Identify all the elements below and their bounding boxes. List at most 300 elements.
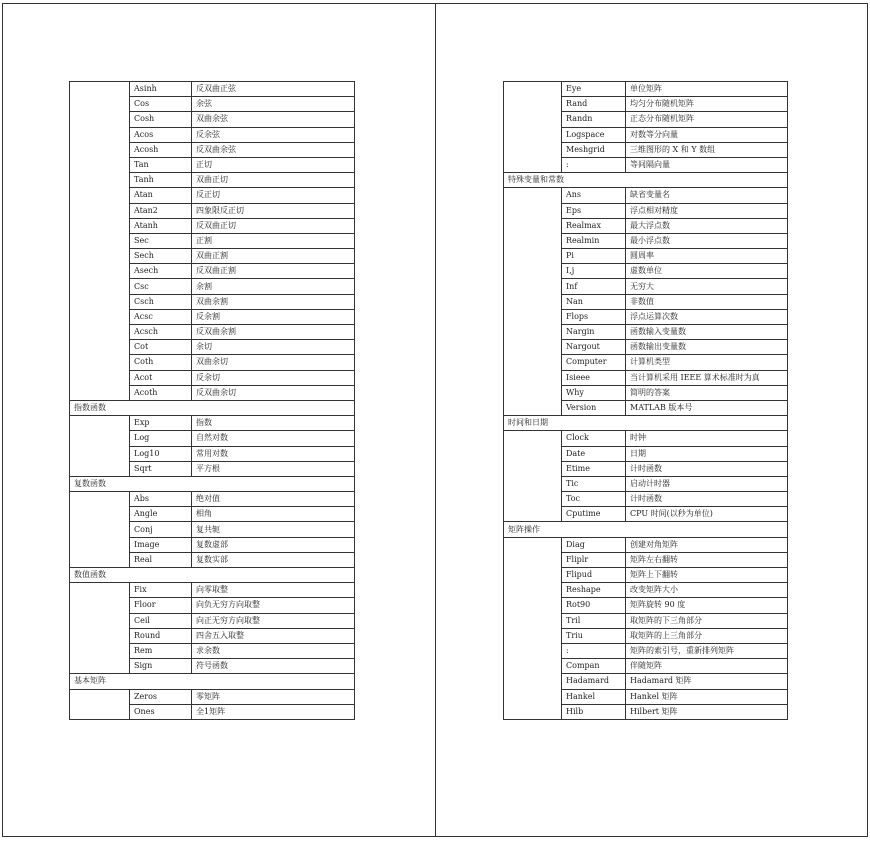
category-spacer bbox=[504, 264, 562, 279]
function-name: Rand bbox=[562, 97, 626, 112]
category-spacer bbox=[70, 492, 130, 507]
category-spacer bbox=[70, 689, 130, 704]
function-row bbox=[70, 249, 355, 264]
function-name: Realmax bbox=[562, 218, 626, 233]
category-spacer bbox=[70, 370, 130, 385]
function-description: 反余弦 bbox=[192, 127, 355, 142]
function-row bbox=[70, 689, 355, 704]
function-description: 矩阵左右翻转 bbox=[626, 552, 788, 567]
function-row bbox=[504, 628, 788, 643]
category-spacer bbox=[504, 507, 562, 522]
function-description: 反双曲正切 bbox=[192, 218, 355, 233]
function-description: 计时函数 bbox=[626, 461, 788, 476]
function-row bbox=[504, 431, 788, 446]
function-name: Acsch bbox=[130, 325, 192, 340]
function-row bbox=[70, 173, 355, 188]
function-name: Acsc bbox=[130, 309, 192, 324]
function-description: 向负无穷方向取整 bbox=[192, 598, 355, 613]
function-name: Flops bbox=[562, 309, 626, 324]
function-row bbox=[504, 127, 788, 142]
function-row bbox=[70, 355, 355, 370]
function-name: Asinh bbox=[130, 82, 192, 97]
category-spacer bbox=[504, 142, 562, 157]
function-name: Image bbox=[130, 537, 192, 552]
function-name: Cosh bbox=[130, 112, 192, 127]
function-row bbox=[504, 340, 788, 355]
function-description: 对数等分向量 bbox=[626, 127, 788, 142]
function-row bbox=[70, 628, 355, 643]
category-spacer bbox=[70, 416, 130, 431]
function-row bbox=[504, 97, 788, 112]
function-row bbox=[504, 689, 788, 704]
function-row bbox=[504, 370, 788, 385]
category-spacer bbox=[504, 127, 562, 142]
function-name: Exp bbox=[130, 416, 192, 431]
category-row bbox=[70, 476, 355, 491]
function-row bbox=[70, 157, 355, 172]
function-description: 双曲余弦 bbox=[192, 112, 355, 127]
function-name: Clock bbox=[562, 431, 626, 446]
category-spacer bbox=[70, 598, 130, 613]
function-name: Acos bbox=[130, 127, 192, 142]
function-row bbox=[504, 157, 788, 172]
category-spacer bbox=[70, 613, 130, 628]
function-row bbox=[504, 142, 788, 157]
category-spacer bbox=[70, 628, 130, 643]
category-label: 指数函数 bbox=[70, 400, 355, 415]
function-description: 圆周率 bbox=[626, 249, 788, 264]
category-spacer bbox=[70, 522, 130, 537]
category-spacer bbox=[70, 446, 130, 461]
function-row bbox=[504, 537, 788, 552]
function-description: 浮点相对精度 bbox=[626, 203, 788, 218]
function-name: Acot bbox=[130, 370, 192, 385]
function-description: 零矩阵 bbox=[192, 689, 355, 704]
function-name: Log10 bbox=[130, 446, 192, 461]
function-name: Randn bbox=[562, 112, 626, 127]
function-row bbox=[504, 400, 788, 415]
category-row bbox=[70, 568, 355, 583]
function-description: 非数值 bbox=[626, 294, 788, 309]
function-description: 双曲余割 bbox=[192, 294, 355, 309]
category-spacer bbox=[504, 82, 562, 97]
function-name: Angle bbox=[130, 507, 192, 522]
function-row bbox=[70, 643, 355, 658]
function-name: Cos bbox=[130, 97, 192, 112]
category-spacer bbox=[504, 598, 562, 613]
function-description: 双曲正割 bbox=[192, 249, 355, 264]
function-name: Sec bbox=[130, 233, 192, 248]
function-row bbox=[504, 643, 788, 658]
category-spacer bbox=[504, 233, 562, 248]
category-spacer bbox=[70, 552, 130, 567]
category-spacer bbox=[504, 446, 562, 461]
function-name: Triu bbox=[562, 628, 626, 643]
function-description: 反双曲余割 bbox=[192, 325, 355, 340]
function-description: 正割 bbox=[192, 233, 355, 248]
function-description: Hankel 矩阵 bbox=[626, 689, 788, 704]
function-description: 伴随矩阵 bbox=[626, 659, 788, 674]
function-name: Computer bbox=[562, 355, 626, 370]
category-spacer bbox=[504, 112, 562, 127]
left-page bbox=[2, 3, 436, 837]
function-row bbox=[70, 264, 355, 279]
function-description: 矩阵的索引号，重新排列矩阵 bbox=[626, 643, 788, 658]
function-description: 三维图形的 X 和 Y 数组 bbox=[626, 142, 788, 157]
category-spacer bbox=[70, 704, 130, 719]
function-description: 四舍五入取整 bbox=[192, 628, 355, 643]
function-row bbox=[70, 537, 355, 552]
category-spacer bbox=[504, 188, 562, 203]
function-row bbox=[504, 613, 788, 628]
category-spacer bbox=[70, 355, 130, 370]
function-name: Sqrt bbox=[130, 461, 192, 476]
category-spacer bbox=[504, 157, 562, 172]
function-name: Hilb bbox=[562, 704, 626, 719]
category-spacer bbox=[70, 583, 130, 598]
function-row bbox=[504, 674, 788, 689]
category-row bbox=[504, 416, 788, 431]
function-description: 绝对值 bbox=[192, 492, 355, 507]
function-name: Atanh bbox=[130, 218, 192, 233]
function-description: 反双曲余弦 bbox=[192, 142, 355, 157]
function-row bbox=[504, 568, 788, 583]
function-name: Reshape bbox=[562, 583, 626, 598]
category-spacer bbox=[504, 249, 562, 264]
function-name: Csc bbox=[130, 279, 192, 294]
function-name: Fix bbox=[130, 583, 192, 598]
category-spacer bbox=[504, 704, 562, 719]
function-description: 单位矩阵 bbox=[626, 82, 788, 97]
function-name: Log bbox=[130, 431, 192, 446]
category-spacer bbox=[504, 568, 562, 583]
category-spacer bbox=[70, 659, 130, 674]
function-name: Nargout bbox=[562, 340, 626, 355]
function-name: Tic bbox=[562, 476, 626, 491]
function-row bbox=[504, 507, 788, 522]
category-spacer bbox=[70, 142, 130, 157]
category-spacer bbox=[70, 218, 130, 233]
function-description: 当计算机采用 IEEE 算术标准时为真 bbox=[626, 370, 788, 385]
function-description: 余割 bbox=[192, 279, 355, 294]
function-description: 简明的答案 bbox=[626, 385, 788, 400]
category-spacer bbox=[504, 294, 562, 309]
function-name: Eye bbox=[562, 82, 626, 97]
function-row bbox=[70, 340, 355, 355]
function-name: Cputime bbox=[562, 507, 626, 522]
function-row bbox=[70, 659, 355, 674]
category-spacer bbox=[70, 188, 130, 203]
function-name: Coth bbox=[130, 355, 192, 370]
function-row bbox=[504, 112, 788, 127]
function-row bbox=[504, 309, 788, 324]
function-description: 取矩阵的下三角部分 bbox=[626, 613, 788, 628]
function-table-right bbox=[503, 81, 788, 720]
function-name: : bbox=[562, 157, 626, 172]
function-row bbox=[504, 218, 788, 233]
function-description: 函数输出变量数 bbox=[626, 340, 788, 355]
function-description: 四象限反正切 bbox=[192, 203, 355, 218]
function-description: 矩阵上下翻转 bbox=[626, 568, 788, 583]
function-row bbox=[70, 522, 355, 537]
function-description: 常用对数 bbox=[192, 446, 355, 461]
function-description: 反余割 bbox=[192, 309, 355, 324]
function-name: Pi bbox=[562, 249, 626, 264]
function-row bbox=[70, 112, 355, 127]
function-name: Hankel bbox=[562, 689, 626, 704]
category-spacer bbox=[70, 431, 130, 446]
category-spacer bbox=[504, 203, 562, 218]
function-description: 复数虚部 bbox=[192, 537, 355, 552]
function-row bbox=[504, 659, 788, 674]
function-row bbox=[504, 461, 788, 476]
category-spacer bbox=[70, 203, 130, 218]
function-row bbox=[70, 233, 355, 248]
function-name: Meshgrid bbox=[562, 142, 626, 157]
category-spacer bbox=[70, 537, 130, 552]
function-description: Hilbert 矩阵 bbox=[626, 704, 788, 719]
category-spacer bbox=[504, 492, 562, 507]
function-name: Inf bbox=[562, 279, 626, 294]
function-name: Acosh bbox=[130, 142, 192, 157]
category-spacer bbox=[70, 82, 130, 97]
category-spacer bbox=[504, 400, 562, 415]
category-spacer bbox=[70, 340, 130, 355]
category-spacer bbox=[70, 249, 130, 264]
category-label: 数值函数 bbox=[70, 568, 355, 583]
category-spacer bbox=[504, 552, 562, 567]
function-name: Ones bbox=[130, 704, 192, 719]
function-row bbox=[504, 355, 788, 370]
category-spacer bbox=[70, 279, 130, 294]
function-name: Rot90 bbox=[562, 598, 626, 613]
category-spacer bbox=[504, 325, 562, 340]
function-row bbox=[70, 309, 355, 324]
function-name: Atan2 bbox=[130, 203, 192, 218]
function-name: Hadamard bbox=[562, 674, 626, 689]
function-row bbox=[70, 294, 355, 309]
function-description: CPU 时间(以秒为单位) bbox=[626, 507, 788, 522]
function-description: 余切 bbox=[192, 340, 355, 355]
function-description: 改变矩阵大小 bbox=[626, 583, 788, 598]
category-spacer bbox=[70, 264, 130, 279]
function-name: Real bbox=[130, 552, 192, 567]
function-row bbox=[70, 370, 355, 385]
category-spacer bbox=[504, 431, 562, 446]
function-name: Toc bbox=[562, 492, 626, 507]
function-description: 最小浮点数 bbox=[626, 233, 788, 248]
function-name: Floor bbox=[130, 598, 192, 613]
category-spacer bbox=[504, 537, 562, 552]
function-row bbox=[70, 583, 355, 598]
category-spacer bbox=[70, 309, 130, 324]
function-row bbox=[504, 583, 788, 598]
function-name: Rem bbox=[130, 643, 192, 658]
function-name: Nan bbox=[562, 294, 626, 309]
function-row bbox=[504, 446, 788, 461]
function-name: Logspace bbox=[562, 127, 626, 142]
function-name: Etime bbox=[562, 461, 626, 476]
category-spacer bbox=[70, 294, 130, 309]
category-spacer bbox=[70, 127, 130, 142]
function-description: 指数 bbox=[192, 416, 355, 431]
category-spacer bbox=[504, 461, 562, 476]
function-row bbox=[504, 279, 788, 294]
function-name: Csch bbox=[130, 294, 192, 309]
category-label: 矩阵操作 bbox=[504, 522, 788, 537]
function-name: Sech bbox=[130, 249, 192, 264]
function-name: Eps bbox=[562, 203, 626, 218]
function-description: 创建对角矩阵 bbox=[626, 537, 788, 552]
function-row bbox=[70, 97, 355, 112]
function-row bbox=[70, 492, 355, 507]
function-description: 缺省变量名 bbox=[626, 188, 788, 203]
function-description: 向零取整 bbox=[192, 583, 355, 598]
function-row bbox=[504, 264, 788, 279]
category-spacer bbox=[504, 674, 562, 689]
function-description: 反正切 bbox=[192, 188, 355, 203]
function-name: Realmin bbox=[562, 233, 626, 248]
function-name: Compan bbox=[562, 659, 626, 674]
function-name: Tril bbox=[562, 613, 626, 628]
function-name: Version bbox=[562, 400, 626, 415]
function-description: 符号函数 bbox=[192, 659, 355, 674]
function-row bbox=[504, 203, 788, 218]
category-label: 时间和日期 bbox=[504, 416, 788, 431]
function-description: 正态分布随机矩阵 bbox=[626, 112, 788, 127]
function-description: 取矩阵的上三角部分 bbox=[626, 628, 788, 643]
function-name: Conj bbox=[130, 522, 192, 537]
function-row bbox=[504, 552, 788, 567]
function-name: : bbox=[562, 643, 626, 658]
category-label: 基本矩阵 bbox=[70, 674, 355, 689]
function-name: Ans bbox=[562, 188, 626, 203]
function-row bbox=[70, 431, 355, 446]
function-description: 双曲余切 bbox=[192, 355, 355, 370]
category-spacer bbox=[504, 340, 562, 355]
function-row bbox=[70, 142, 355, 157]
category-row bbox=[70, 400, 355, 415]
function-description: 反余切 bbox=[192, 370, 355, 385]
function-description: 日期 bbox=[626, 446, 788, 461]
category-row bbox=[504, 522, 788, 537]
function-row bbox=[504, 325, 788, 340]
function-description: 平方根 bbox=[192, 461, 355, 476]
function-description: 时钟 bbox=[626, 431, 788, 446]
category-spacer bbox=[504, 385, 562, 400]
function-name: Date bbox=[562, 446, 626, 461]
function-description: MATLAB 版本号 bbox=[626, 400, 788, 415]
function-row bbox=[70, 82, 355, 97]
function-description: 等间隔向量 bbox=[626, 157, 788, 172]
function-row bbox=[504, 492, 788, 507]
function-description: 启动计时器 bbox=[626, 476, 788, 491]
function-table-left bbox=[69, 81, 355, 720]
function-description: 函数输入变量数 bbox=[626, 325, 788, 340]
function-row bbox=[70, 188, 355, 203]
function-row bbox=[70, 461, 355, 476]
category-spacer bbox=[504, 279, 562, 294]
function-description: 反双曲正割 bbox=[192, 264, 355, 279]
function-row bbox=[504, 598, 788, 613]
function-name: I,j bbox=[562, 264, 626, 279]
function-name: Tan bbox=[130, 157, 192, 172]
function-row bbox=[504, 385, 788, 400]
function-row bbox=[70, 507, 355, 522]
function-description: 相角 bbox=[192, 507, 355, 522]
category-spacer bbox=[70, 385, 130, 400]
function-name: Abs bbox=[130, 492, 192, 507]
function-description: 无穷大 bbox=[626, 279, 788, 294]
category-spacer bbox=[504, 370, 562, 385]
category-spacer bbox=[504, 476, 562, 491]
function-description: 全1矩阵 bbox=[192, 704, 355, 719]
function-description: 正切 bbox=[192, 157, 355, 172]
function-description: 浮点运算次数 bbox=[626, 309, 788, 324]
function-name: Zeros bbox=[130, 689, 192, 704]
function-description: 均匀分布随机矩阵 bbox=[626, 97, 788, 112]
category-spacer bbox=[504, 613, 562, 628]
function-row bbox=[70, 279, 355, 294]
category-spacer bbox=[504, 628, 562, 643]
function-description: 双曲正切 bbox=[192, 173, 355, 188]
category-row bbox=[70, 674, 355, 689]
function-description: 计时函数 bbox=[626, 492, 788, 507]
function-row bbox=[504, 233, 788, 248]
function-row bbox=[504, 294, 788, 309]
category-spacer bbox=[504, 689, 562, 704]
category-row bbox=[504, 173, 788, 188]
function-description: 反双曲余切 bbox=[192, 385, 355, 400]
category-spacer bbox=[504, 309, 562, 324]
right-page bbox=[435, 3, 868, 837]
function-row bbox=[70, 613, 355, 628]
category-spacer bbox=[504, 643, 562, 658]
category-spacer bbox=[70, 325, 130, 340]
category-label: 特殊变量和常数 bbox=[504, 173, 788, 188]
function-description: 计算机类型 bbox=[626, 355, 788, 370]
function-description: 最大浮点数 bbox=[626, 218, 788, 233]
category-spacer bbox=[504, 218, 562, 233]
category-label: 复数函数 bbox=[70, 476, 355, 491]
function-name: Nargin bbox=[562, 325, 626, 340]
function-row bbox=[504, 249, 788, 264]
function-description: 自然对数 bbox=[192, 431, 355, 446]
function-row bbox=[70, 598, 355, 613]
function-row bbox=[70, 203, 355, 218]
category-spacer bbox=[70, 173, 130, 188]
category-spacer bbox=[70, 157, 130, 172]
category-spacer bbox=[70, 112, 130, 127]
function-row bbox=[70, 325, 355, 340]
category-spacer bbox=[70, 233, 130, 248]
function-row bbox=[504, 188, 788, 203]
function-name: Fliplr bbox=[562, 552, 626, 567]
function-description: 余弦 bbox=[192, 97, 355, 112]
category-spacer bbox=[504, 97, 562, 112]
category-spacer bbox=[504, 659, 562, 674]
function-row bbox=[70, 552, 355, 567]
function-description: Hadamard 矩阵 bbox=[626, 674, 788, 689]
category-spacer bbox=[70, 643, 130, 658]
function-row bbox=[70, 416, 355, 431]
function-name: Tanh bbox=[130, 173, 192, 188]
function-description: 虚数单位 bbox=[626, 264, 788, 279]
function-description: 复共轭 bbox=[192, 522, 355, 537]
function-name: Ceil bbox=[130, 613, 192, 628]
category-spacer bbox=[504, 583, 562, 598]
function-row bbox=[70, 218, 355, 233]
